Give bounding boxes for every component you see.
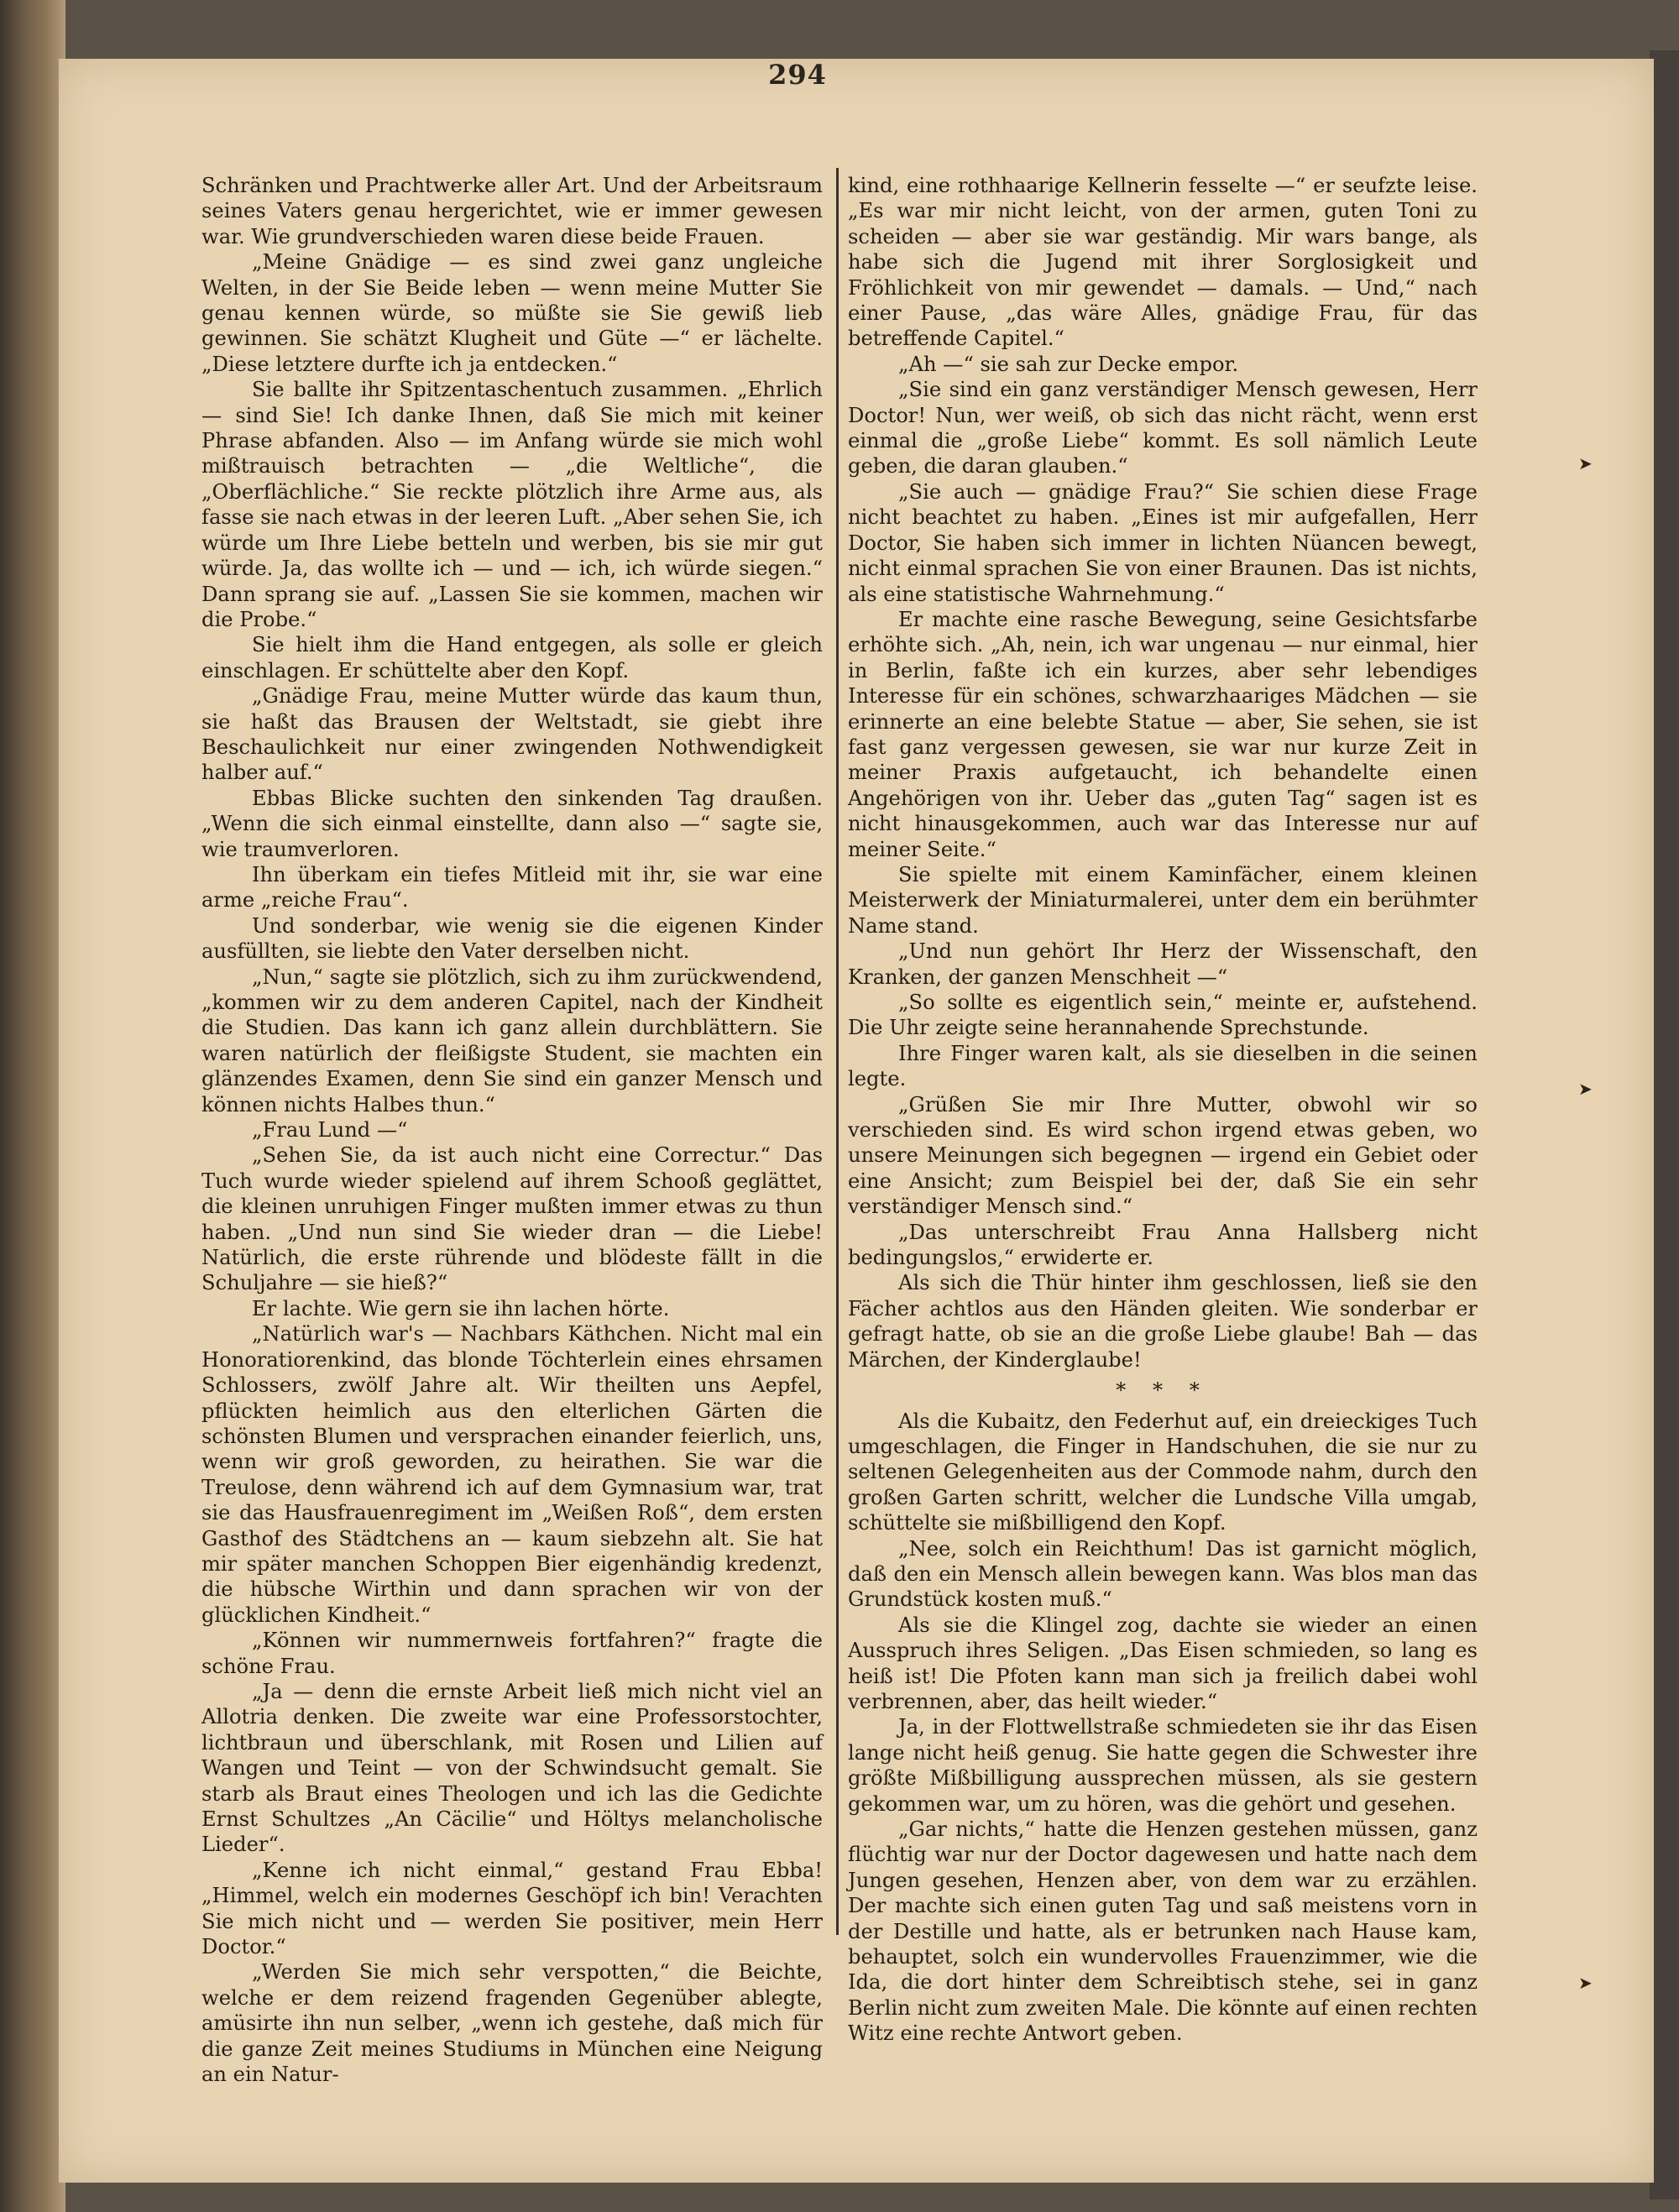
page-number: 294 xyxy=(768,59,827,91)
paragraph: Ebbas Blicke suchten den sinkenden Tag draußen. „Wenn die sich einmal einstellte, dann also —“ sagte sie, wie traumverloren. xyxy=(201,786,823,861)
paragraph: Sie ballte ihr Spitzentaschentuch zusammen. „Ehrlich — sind Sie! Ich danke Ihnen, daß Sie mich mit keiner Phrase abfanden. Also — im Anfang würde sie mich wohl mißtrauisch betrachten — „die Weltliche“, die „Oberflächliche.“ Sie reckte plötzlich ihre Arme aus, als fasse sie nach etwas in der leeren Luft. „Aber sehen Sie, ich würde um Ihre Liebe betteln und werben, bis sie mir gut würde. Ja, das wollte ich — und — ich, ich würde siegen.“ Dann sprang sie auf. „Lassen Sie sie kommen, machen wir die Probe.“ xyxy=(201,378,823,631)
right-column xyxy=(848,173,1478,2047)
paragraph: „Sie sind ein ganz verständiger Mensch gewesen, Herr Doctor! Nun, wer weiß, ob sich das nicht rächt, wenn erst einmal die „große Liebe“ kommt. Es soll nämlich Leute geben, die daran glauben.“ xyxy=(848,378,1478,478)
paragraph: „Sie auch — gnädige Frau?“ Sie schien diese Frage nicht beachtet zu haben. „Eines ist mir aufgefallen, Herr Doctor, Sie haben sich immer in lichten Nüancen bewegt, nicht einmal sprachen Sie von einer Braunen. Das ist nichts, als eine statistische Wahrnehmung.“ xyxy=(848,479,1478,606)
margin-arrow-icon: ➤ xyxy=(1578,1079,1593,1099)
paragraph: Und sonderbar, wie wenig sie die eigenen Kinder ausfüllten, sie liebte den Vater derselben nicht. xyxy=(201,913,823,964)
paragraph: Als sie die Klingel zog, dachte sie wieder an einen Ausspruch ihres Seligen. „Das Eisen schmieden, so lang es heiß ist! Die Pfoten kann man sich ja freilich dabei wohl verbrennen, aber, das heilt wieder.“ xyxy=(848,1613,1478,1713)
margin-arrow-icon: ➤ xyxy=(1578,1973,1593,1993)
paragraph: „Nun,“ sagte sie plötzlich, sich zu ihm zurückwendend, „kommen wir zu dem anderen Capitel, nach der Kindheit die Studien. Das kann ich ganz allein durchblättern. Sie waren natürlich der fleißigste Student, sie machten ein glänzendes Examen, denn Sie sind ein ganzer Mensch und können nichts Halbes thun.“ xyxy=(201,965,823,1116)
left-column xyxy=(201,173,823,2087)
paragraph: „Und nun gehört Ihr Herz der Wissenschaft, den Kranken, der ganzen Menschheit —“ xyxy=(848,939,1478,989)
book-binding xyxy=(0,0,65,2212)
paragraph: Ihre Finger waren kalt, als sie dieselben in die seinen legte. xyxy=(848,1041,1478,1091)
paragraph: Schränken und Prachtwerke aller Art. Und der Arbeitsraum seines Vaters genau hergerichtet, wie er immer gewesen war. Wie grundverschieden waren diese beide Frauen. xyxy=(201,174,823,248)
paragraph: „Das unterschreibt Frau Anna Hallsberg nicht bedingungslos,“ erwiderte er. xyxy=(848,1220,1478,1270)
paragraph: „Nee, solch ein Reichthum! Das ist garnicht möglich, daß den ein Mensch allein bewegen kann. Was blos man das Grundstück kosten muß.“ xyxy=(848,1536,1478,1612)
paragraph: „Können wir nummernweis fortfahren?“ fragte die schöne Frau. xyxy=(201,1629,823,1678)
paragraph: „Meine Gnädige — es sind zwei ganz ungleiche Welten, in der Sie Beide leben — wenn meine Mutter Sie genau kennen würde, so müßte sie Sie gewiß lieb gewinnen. Sie schätzt Klugheit und Güte —“ er lächelte. „Diese letztere durfte ich ja entdecken.“ xyxy=(201,250,823,376)
paragraph: Als sich die Thür hinter ihm geschlossen, ließ sie den Fächer achtlos aus den Händen gleiten. Wie sonderbar er gefragt hatte, ob sie an die große Liebe glaube! Bah — das Märchen, der Kinderglaube! xyxy=(848,1271,1478,1372)
paragraph: „Werden Sie mich sehr verspotten,“ die Beichte, welche er dem reizend fragenden Gegenüber ablegte, amüsirte ihn nun selber, „wenn ich gestehe, daß mich für die ganze Zeit meines Studiums in München eine Neigung an ein Natur- xyxy=(201,1960,823,2087)
paragraph: „Ah —“ sie sah zur Decke empor. xyxy=(898,352,1239,376)
paragraph: „Ja — denn die ernste Arbeit ließ mich nicht viel an Allotria denken. Die zweite war eine Professorstochter, lichtbraun und überschlank, mit Rosen und Lilien auf Wangen und Teint — von der Schwindsucht gemalt. Sie starb als Braut eines Theologen und ich las die Gedichte Ernst Schultzes „An Cäcilie“ und Höltys melancholische Lieder“. xyxy=(201,1679,823,1857)
paragraph: Er lachte. Wie gern sie ihn lachen hörte. xyxy=(252,1296,670,1320)
paragraph: Als die Kubaitz, den Federhut auf, ein dreieckiges Tuch umgeschlagen, die Finger in Handschuhen, die sie nur zu seltenen Gelegenheiten aus der Commode nahm, durch den großen Garten schritt, welcher die Lundsche Villa umgab, schüttelte sie mißbilligend den Kopf. xyxy=(848,1409,1478,1535)
paragraph: „So sollte es eigentlich sein,“ meinte er, aufstehend. Die Uhr zeigte seine herannahende Sprechstunde. xyxy=(848,991,1478,1040)
paragraph: „Grüßen Sie mir Ihre Mutter, obwohl wir so verschieden sind. Es wird schon irgend etwas geben, wo unsere Meinungen sich begegnen — irgend ein Gebiet oder eine Ansicht; zum Beispiel bei der, daß Sie ein sehr verständiger Mensch sind.“ xyxy=(848,1092,1478,1219)
section-separator: * * * xyxy=(1116,1378,1210,1403)
paragraph: kind, eine rothhaarige Kellnerin fesselte —“ er seufzte leise. „Es war mir nicht leicht, von der armen, guten Toni zu scheiden — aber sie war geständig. Mir wars bange, als habe sich die Jugend mit ihrer Sorglosigkeit und Fröhlichkeit von mir gewendet — damals. — Und,“ nach einer Pause, „das wäre Alles, gnädige Frau, für das betreffende Capitel.“ xyxy=(848,174,1478,351)
paragraph: Er machte eine rasche Bewegung, seine Gesichtsfarbe erhöhte sich. „Ah, nein, ich war ungenau — nur einmal, hier in Berlin, faßte ich ein kurzes, aber sehr lebendiges Interesse für ein schönes, schwarzhaariges Mädchen — sie erinnerte an eine belebte Statue — aber, Sie sehen, sie ist fast ganz vergessen gewesen, sie war nur kurze Zeit in meiner Praxis aufgetaucht, ich behandelte einen Angehörigen von ihr. Ueber das „guten Tag“ sagen ist es nicht hinausgekommen, auch war das Interesse nur auf meiner Seite.“ xyxy=(848,607,1478,861)
paragraph: Sie hielt ihm die Hand entgegen, als solle er gleich einschlagen. Er schüttelte aber den Kopf. xyxy=(201,633,823,682)
paragraph: Sie spielte mit einem Kaminfächer, einem kleinen Meisterwerk der Miniaturmalerei, unter dem ein berühmter Name stand. xyxy=(848,862,1478,938)
column-divider xyxy=(836,168,839,1935)
paragraph: „Sehen Sie, da ist auch nicht eine Correctur.“ Das Tuch wurde wieder spielend auf ihrem Schooß geglättet, die kleinen unruhigen Finger mußten immer etwas zu thun haben. „Und nun sind Sie wieder dran — die Liebe! Natürlich, die erste rührende und blödeste fällt in die Schuljahre — sie hieß?“ xyxy=(201,1143,823,1295)
paragraph: Ihn überkam ein tiefes Mitleid mit ihr, sie war eine arme „reiche Frau“. xyxy=(201,862,823,913)
page-edge xyxy=(1650,50,1679,2199)
paragraph: Ja, in der Flottwellstraße schmiedeten sie ihr das Eisen lange nicht heiß genug. Sie hatte gegen die Schwester ihre größte Mißbilligung aussprechen müssen, als sie gestern gekommen war, um zu hören, was die gehört und gesehen. xyxy=(848,1715,1478,1816)
paragraph: „Gar nichts,“ hatte die Henzen gestehen müssen, ganz flüchtig war nur der Doctor dagewesen und hatte nach dem Jungen gesehen, Henzen aber, von dem war zu erzählen. Der machte sich einen guten Tag und saß meistens vorn in der Destille und hatte, als er betrunken nach Hause kam, behauptet, solch ein wundervolles Frauenzimmer, wie die Ida, die dort hinter dem Schreibtisch stehe, sei in ganz Berlin nicht zum zweiten Male. Die könnte auf einen rechten Witz eine rechte Antwort geben. xyxy=(848,1817,1478,2046)
paragraph: „Kenne ich nicht einmal,“ gestand Frau Ebba! „Himmel, welch ein modernes Geschöpf ich bin! Verachten Sie mich nicht und — werden Sie positiver, mein Herr Doctor.“ xyxy=(201,1858,823,1959)
margin-arrow-icon: ➤ xyxy=(1578,453,1593,473)
paragraph: „Natürlich war's — Nachbars Käthchen. Nicht mal ein Honoratiorenkind, das blonde Töchterlein eines ehrsamen Schlossers, zwölf Jahre alt. Wir theilten uns Aepfel, pflückten heimlich aus den elterlichen Gärten die schönsten Blumen und versprachen einander feierlich, uns, wenn wir groß geworden, zu heirathen. Sie war die Treulose, denn während ich auf dem Gymnasium war, trat sie das Hausfrauenregiment im „Weißen Roß“, dem ersten Gasthof des Städtchens an — kaum siebzehn alt. Sie hat mir später manchen Schoppen Bier eigenhändig kredenzt, die hübsche Wirthin und dann sprachen wir von der glücklichen Kindheit.“ xyxy=(201,1322,823,1627)
paragraph: „Frau Lund —“ xyxy=(252,1118,408,1143)
paragraph: „Gnädige Frau, meine Mutter würde das kaum thun, sie haßt das Brausen der Weltstadt, sie giebt ihre Beschaulichkeit nur einer zwingenden Nothwendigkeit halber auf.“ xyxy=(201,684,823,785)
